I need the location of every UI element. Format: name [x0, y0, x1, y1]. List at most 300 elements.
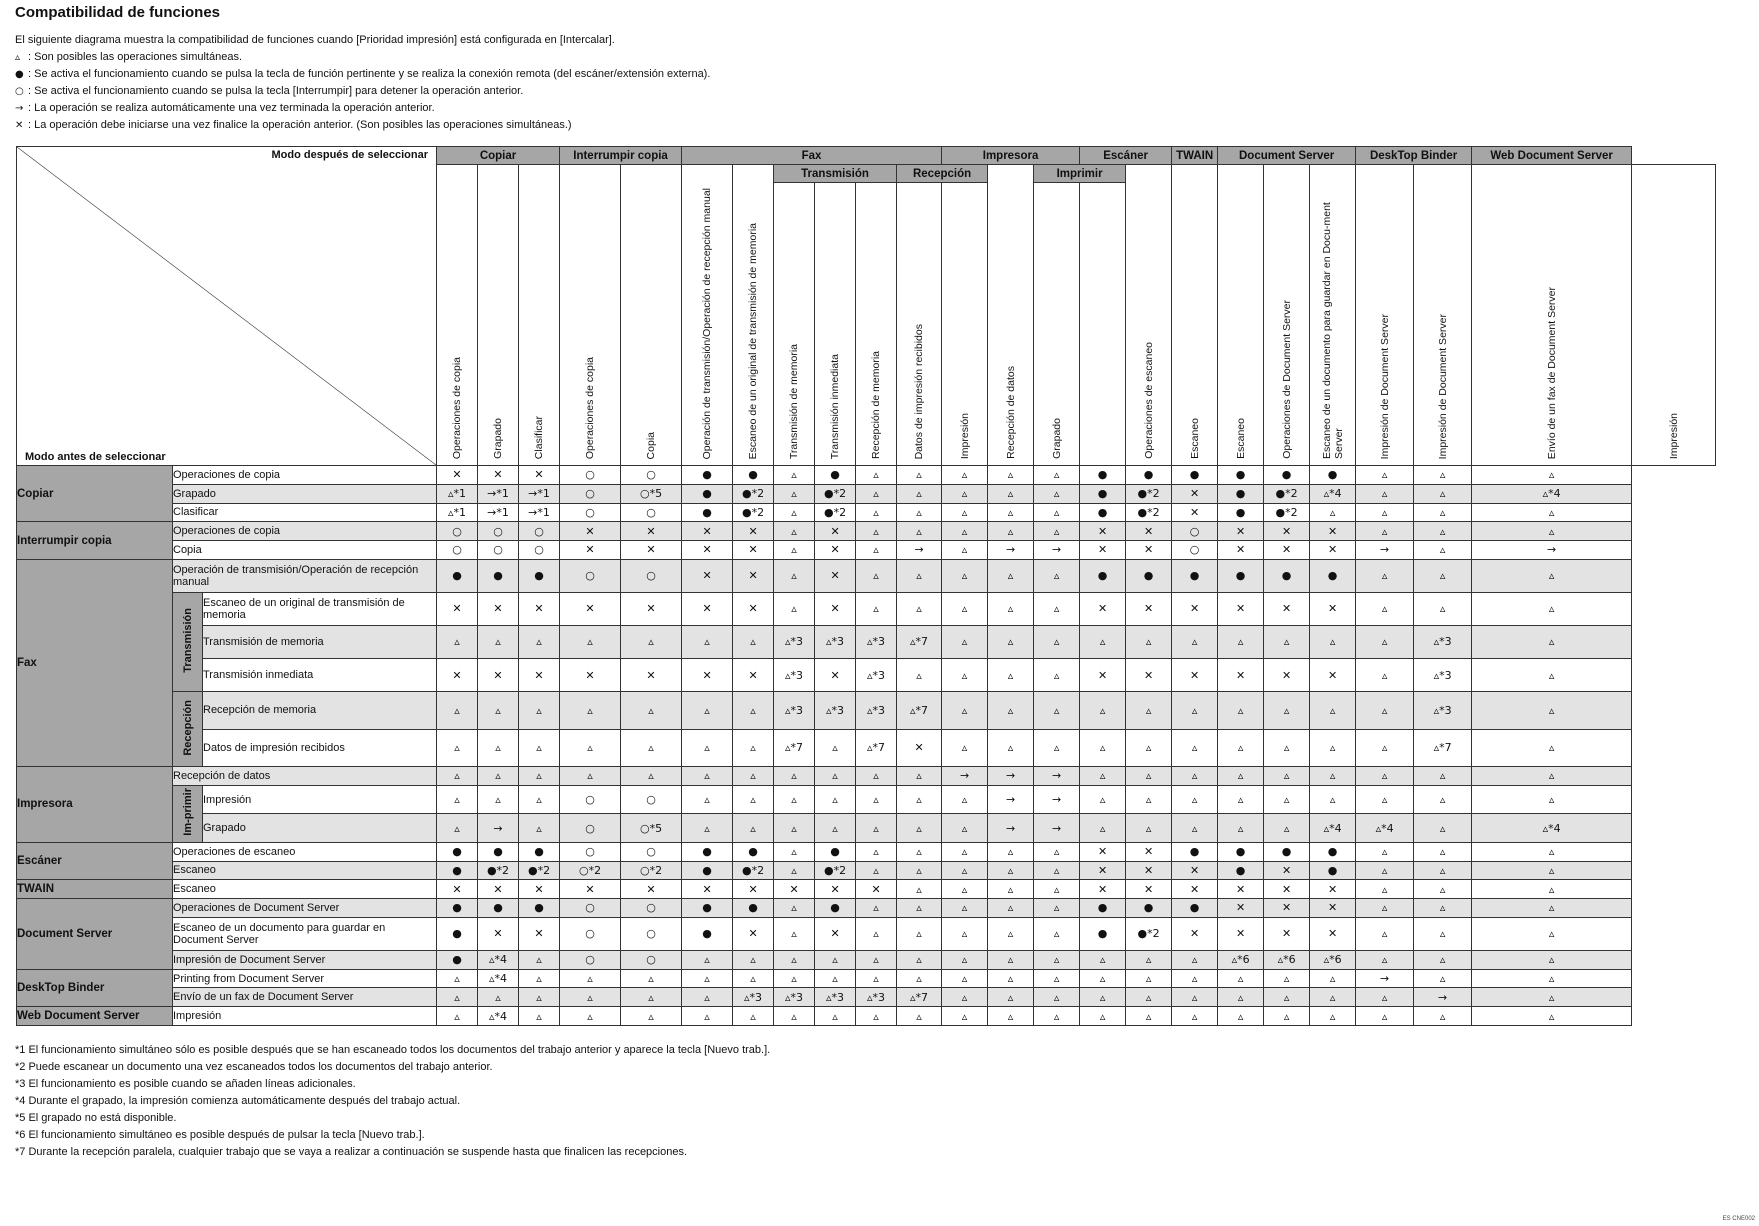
matrix-cell: ●	[815, 466, 856, 485]
matrix-cell: ▵	[988, 861, 1034, 880]
matrix-cell: ✕	[437, 466, 478, 485]
matrix-cell: ▵	[437, 1007, 478, 1026]
legend-line	[15, 117, 710, 134]
table-row	[17, 988, 1716, 1007]
matrix-cell: ▵	[1356, 484, 1414, 503]
col-subgroup-transmision: Transmisión	[774, 165, 897, 183]
matrix-cell: ✕	[1310, 899, 1356, 918]
col-header: Impresión	[1632, 165, 1716, 466]
matrix-cell: ▵	[1310, 767, 1356, 786]
matrix-cell: ▵	[1034, 950, 1080, 969]
matrix-cell: ✕	[1218, 899, 1264, 918]
matrix-cell: ▵	[1264, 625, 1310, 658]
matrix-cell: ▵	[1034, 917, 1080, 950]
matrix-cell: ▵*1	[437, 503, 478, 522]
matrix-cell: ✕	[1172, 592, 1218, 625]
matrix-cell: ○	[560, 466, 621, 485]
table-row	[17, 692, 1716, 730]
matrix-cell: ●	[437, 950, 478, 969]
matrix-cell: ▵	[1310, 785, 1356, 814]
matrix-cell: ○	[621, 917, 682, 950]
matrix-cell: ▵	[1172, 785, 1218, 814]
matrix-cell: ▵	[733, 729, 774, 767]
matrix-cell: ▵	[1080, 950, 1126, 969]
legend-text: El siguiente diagrama muestra la compatibilidad de funciones cuando [Prioridad impresión] está configurada en [Intercalar].	[15, 34, 615, 46]
matrix-cell: ▵	[1472, 592, 1632, 625]
matrix-cell: ●	[1126, 899, 1172, 918]
matrix-cell: ▵	[1310, 503, 1356, 522]
legend-text: : Se activa el funcionamiento cuando se pulsa la tecla de función pertinente y se realiza la conexión remota (del escáner/extensión externa).	[28, 68, 711, 80]
matrix-cell: ▵*3	[1414, 625, 1472, 658]
col-header: Operaciones de Document Server	[1264, 165, 1310, 466]
matrix-cell: ●*2	[815, 484, 856, 503]
matrix-cell: ▵	[856, 917, 897, 950]
matrix-cell: ▵	[621, 767, 682, 786]
legend-line	[15, 83, 710, 100]
matrix-cell: ▵	[856, 861, 897, 880]
matrix-cell: ▵*4	[1472, 484, 1632, 503]
matrix-cell: ▵	[1472, 861, 1632, 880]
matrix-cell: ▵*3	[1414, 658, 1472, 691]
matrix-cell: ✕	[1126, 658, 1172, 691]
matrix-cell: ✕	[682, 658, 733, 691]
matrix-cell: ✕	[1264, 522, 1310, 541]
matrix-cell: ▵	[437, 814, 478, 843]
matrix-cell: ▵	[1218, 969, 1264, 988]
matrix-cell: ▵	[988, 592, 1034, 625]
matrix-cell: ▵	[1356, 592, 1414, 625]
matrix-cell: ▵	[1034, 899, 1080, 918]
matrix-cell: ✕	[733, 541, 774, 560]
matrix-cell: ●	[815, 899, 856, 918]
row-label: Impresión	[203, 785, 437, 814]
matrix-cell: ○	[560, 842, 621, 861]
matrix-cell: ▵	[1356, 880, 1414, 899]
matrix-cell: ▵	[856, 541, 897, 560]
matrix-cell: →	[478, 814, 519, 843]
corner-after-label: Modo después de seleccionar	[271, 149, 429, 161]
table-row	[17, 503, 1716, 522]
matrix-cell: ▵*3	[774, 658, 815, 691]
legend-symbol: →	[15, 103, 24, 114]
table-row	[17, 658, 1716, 691]
matrix-cell: ●	[478, 559, 519, 592]
matrix-cell: ✕	[1218, 592, 1264, 625]
matrix-cell: ▵	[988, 559, 1034, 592]
matrix-cell: ▵	[1414, 861, 1472, 880]
matrix-cell: →*1	[478, 484, 519, 503]
matrix-cell: ▵	[519, 767, 560, 786]
matrix-cell: ▵	[774, 917, 815, 950]
matrix-cell: ▵	[682, 729, 733, 767]
matrix-cell: ▵	[1264, 1007, 1310, 1026]
matrix-cell: ✕	[621, 592, 682, 625]
matrix-cell: ▵	[519, 814, 560, 843]
matrix-cell: ▵	[988, 625, 1034, 658]
page-title: Compatibilidad de funciones	[15, 4, 221, 21]
footnote: *5 El grapado no está disponible.	[15, 1112, 177, 1124]
matrix-cell: ○	[478, 522, 519, 541]
matrix-cell: ✕	[1264, 861, 1310, 880]
matrix-cell: ●*2	[519, 861, 560, 880]
matrix-cell: ▵	[478, 625, 519, 658]
matrix-cell: ●	[733, 466, 774, 485]
matrix-cell: ✕	[1126, 522, 1172, 541]
matrix-cell: ▵	[1356, 950, 1414, 969]
matrix-cell: ▵	[478, 767, 519, 786]
footnotes	[15, 1042, 770, 1161]
matrix-cell: ✕	[1218, 880, 1264, 899]
matrix-cell: ●	[1080, 899, 1126, 918]
matrix-cell: ✕	[1310, 592, 1356, 625]
matrix-cell: ▵	[733, 1007, 774, 1026]
matrix-cell: ▵	[897, 503, 942, 522]
matrix-cell: ▵	[1126, 814, 1172, 843]
matrix-cell: ✕	[519, 658, 560, 691]
matrix-cell: ▵	[1356, 861, 1414, 880]
matrix-cell: ●	[1310, 861, 1356, 880]
matrix-cell: ▵	[1310, 625, 1356, 658]
matrix-cell: →	[988, 785, 1034, 814]
matrix-cell: ▵	[560, 767, 621, 786]
matrix-cell: ○	[560, 917, 621, 950]
matrix-cell: ○	[1172, 522, 1218, 541]
matrix-cell: ✕	[682, 541, 733, 560]
col-header: Escaneo de un original de transmisión de memoria	[733, 165, 774, 466]
matrix-cell: ▵	[856, 466, 897, 485]
matrix-cell: ▵	[942, 969, 988, 988]
matrix-corner	[17, 147, 437, 466]
row-group-fax: Fax	[17, 559, 173, 766]
matrix-cell: ▵	[988, 1007, 1034, 1026]
matrix-cell: ●	[733, 899, 774, 918]
matrix-cell: ▵	[856, 484, 897, 503]
matrix-cell: ○	[560, 950, 621, 969]
matrix-cell: ✕	[1310, 658, 1356, 691]
matrix-cell: ▵	[942, 1007, 988, 1026]
matrix-cell: ▵	[1172, 1007, 1218, 1026]
col-header: Escaneo	[1172, 165, 1218, 466]
matrix-cell: →	[1472, 541, 1632, 560]
matrix-cell: ▵	[1356, 625, 1414, 658]
matrix-cell: ▵	[1356, 1007, 1414, 1026]
row-label: Recepción de memoria	[203, 692, 437, 730]
matrix-cell: ▵	[437, 625, 478, 658]
matrix-cell: ▵	[1080, 692, 1126, 730]
matrix-cell: ▵*3	[856, 625, 897, 658]
matrix-cell: ▵	[621, 1007, 682, 1026]
legend-text: : Se activa el funcionamiento cuando se pulsa la tecla [Interrumpir] para detener la operación anterior.	[28, 85, 524, 97]
matrix-cell: ●*2	[1264, 503, 1310, 522]
matrix-cell: ▵	[682, 785, 733, 814]
matrix-cell: ▵	[1356, 692, 1414, 730]
matrix-cell: ▵	[1218, 692, 1264, 730]
matrix-cell: ▵	[1356, 658, 1414, 691]
matrix-cell: ▵	[774, 592, 815, 625]
matrix-cell: ▵	[1034, 559, 1080, 592]
matrix-cell: ▵	[478, 988, 519, 1007]
col-header: Escaneo	[1218, 165, 1264, 466]
matrix-cell: ▵	[621, 625, 682, 658]
row-label: Operación de transmisión/Operación de recepción manual	[173, 559, 437, 592]
row-label: Envío de un fax de Document Server	[173, 988, 437, 1007]
matrix-cell: ▵	[1218, 814, 1264, 843]
matrix-cell: ▵	[1126, 785, 1172, 814]
matrix-cell: ▵	[519, 729, 560, 767]
legend-symbol: ▵	[15, 52, 21, 63]
col-header: Escaneo de un documento para guardar en Docu-ment Server	[1310, 165, 1356, 466]
matrix-cell: ▵	[1264, 988, 1310, 1007]
matrix-cell: ▵	[1080, 767, 1126, 786]
row-label: Operaciones de escaneo	[173, 842, 437, 861]
matrix-cell: ▵	[988, 692, 1034, 730]
matrix-cell: ✕	[1264, 880, 1310, 899]
matrix-cell: ▵	[1356, 503, 1414, 522]
matrix-cell: ▵	[897, 785, 942, 814]
matrix-cell: ▵	[1414, 541, 1472, 560]
col-header: Operaciones de escaneo	[1126, 165, 1172, 466]
matrix-cell: ▵	[1126, 950, 1172, 969]
matrix-cell: ▵	[897, 899, 942, 918]
matrix-cell: ▵	[1034, 625, 1080, 658]
matrix-cell: ○	[621, 899, 682, 918]
matrix-cell: ▵	[815, 950, 856, 969]
matrix-cell: ✕	[1126, 861, 1172, 880]
matrix-cell: ▵	[1414, 899, 1472, 918]
matrix-cell: ▵	[733, 692, 774, 730]
matrix-cell: ✕	[1080, 658, 1126, 691]
matrix-cell: ▵	[897, 880, 942, 899]
matrix-cell: →*1	[519, 503, 560, 522]
row-label: Recepción de datos	[173, 767, 437, 786]
col-header: Grapado	[478, 165, 519, 466]
matrix-cell: ✕	[1310, 522, 1356, 541]
compatibility-matrix	[16, 146, 1716, 1026]
matrix-cell: ▵	[621, 969, 682, 988]
matrix-cell: ●	[478, 842, 519, 861]
legend-symbol: ●	[15, 69, 24, 80]
matrix-cell: ▵	[519, 1007, 560, 1026]
matrix-cell: ▵	[437, 692, 478, 730]
legend-symbol: ✕	[15, 120, 24, 131]
matrix-cell: ○	[560, 814, 621, 843]
matrix-cell: ▵	[1264, 692, 1310, 730]
matrix-cell: ●	[1218, 861, 1264, 880]
matrix-cell: ●	[1080, 917, 1126, 950]
matrix-cell: ▵	[988, 988, 1034, 1007]
matrix-cell: ▵	[1034, 484, 1080, 503]
matrix-cell: ○	[519, 541, 560, 560]
matrix-cell: ✕	[733, 917, 774, 950]
matrix-cell: ▵	[897, 861, 942, 880]
matrix-cell: ▵	[733, 950, 774, 969]
matrix-cell: ✕	[621, 522, 682, 541]
matrix-cell: ●	[1218, 842, 1264, 861]
row-group-interrumpir: Interrumpir copia	[17, 522, 173, 560]
matrix-cell: ▵	[988, 658, 1034, 691]
matrix-cell: ✕	[1310, 917, 1356, 950]
matrix-cell: ▵	[1472, 767, 1632, 786]
row-label: Grapado	[173, 484, 437, 503]
matrix-cell: ▵	[1034, 592, 1080, 625]
matrix-cell: ▵	[774, 861, 815, 880]
matrix-cell: ▵*7	[1414, 729, 1472, 767]
matrix-cell: ▵	[1414, 842, 1472, 861]
matrix-cell: ▵	[942, 880, 988, 899]
matrix-cell: ▵	[1472, 658, 1632, 691]
matrix-cell: ✕	[815, 917, 856, 950]
matrix-cell: ✕	[682, 522, 733, 541]
matrix-cell: ●	[1126, 559, 1172, 592]
matrix-cell: ▵	[815, 814, 856, 843]
matrix-cell: ▵*3	[856, 988, 897, 1007]
matrix-cell: ▵	[1356, 785, 1414, 814]
matrix-cell: ▵	[1472, 729, 1632, 767]
matrix-cell: ▵	[774, 767, 815, 786]
matrix-cell: ▵	[942, 785, 988, 814]
matrix-cell: ▵	[733, 785, 774, 814]
row-group-impresora: Impresora	[17, 767, 173, 843]
matrix-cell: ▵*4	[478, 1007, 519, 1026]
figure-code: ES CNE002	[1722, 1216, 1755, 1222]
matrix-cell: ✕	[437, 592, 478, 625]
matrix-cell: ✕	[437, 658, 478, 691]
matrix-cell: ▵	[437, 767, 478, 786]
matrix-cell: ▵	[1080, 1007, 1126, 1026]
matrix-cell: ▵	[1034, 466, 1080, 485]
matrix-cell: ▵	[897, 484, 942, 503]
matrix-cell: ▵	[682, 1007, 733, 1026]
matrix-cell: ✕	[1080, 522, 1126, 541]
matrix-cell: ▵*3	[1414, 692, 1472, 730]
matrix-cell: ▵	[774, 1007, 815, 1026]
matrix-cell: ▵	[856, 767, 897, 786]
matrix-cell: ○	[560, 785, 621, 814]
matrix-cell: ○	[621, 950, 682, 969]
matrix-cell: ▵	[560, 1007, 621, 1026]
col-header: Impresión	[942, 183, 988, 466]
col-subgroup-recepcion: Recepción	[897, 165, 988, 183]
matrix-cell: ✕	[1080, 842, 1126, 861]
matrix-cell: ✕	[682, 880, 733, 899]
row-label: Printing from Document Server	[173, 969, 437, 988]
row-group-webds: Web Document Server	[17, 1007, 173, 1026]
matrix-cell: ✕	[815, 541, 856, 560]
matrix-cell: ▵	[988, 842, 1034, 861]
matrix-cell: ✕	[1172, 861, 1218, 880]
matrix-cell: ▵	[1472, 503, 1632, 522]
matrix-cell: ▵*1	[437, 484, 478, 503]
matrix-cell: ▵	[897, 466, 942, 485]
matrix-cell: ▵	[1080, 988, 1126, 1007]
matrix-cell: ▵	[1218, 767, 1264, 786]
row-group-copiar: Copiar	[17, 466, 173, 522]
matrix-cell: ●	[682, 917, 733, 950]
matrix-cell: →	[1414, 988, 1472, 1007]
matrix-cell: ✕	[621, 541, 682, 560]
matrix-cell: ▵	[774, 522, 815, 541]
matrix-cell: ●	[1218, 503, 1264, 522]
matrix-cell: ✕	[682, 592, 733, 625]
matrix-cell: ▵	[1264, 729, 1310, 767]
matrix-cell: ▵*3	[815, 625, 856, 658]
col-header: Operaciones de copia	[560, 165, 621, 466]
matrix-cell: ●	[519, 899, 560, 918]
table-row	[17, 1007, 1716, 1026]
matrix-cell: ▵	[815, 767, 856, 786]
matrix-cell: ○*2	[621, 861, 682, 880]
matrix-cell: →*1	[478, 503, 519, 522]
matrix-cell: ▵	[1310, 692, 1356, 730]
matrix-cell: ▵	[1414, 767, 1472, 786]
matrix-cell: ●	[1080, 503, 1126, 522]
matrix-cell: ●	[519, 842, 560, 861]
col-group-fax: Fax	[682, 147, 942, 165]
matrix-cell: ○	[560, 484, 621, 503]
matrix-cell: ▵	[1172, 988, 1218, 1007]
matrix-cell: ▵	[1218, 785, 1264, 814]
matrix-cell: ▵	[1472, 522, 1632, 541]
table-row	[17, 814, 1716, 843]
matrix-cell: ✕	[560, 592, 621, 625]
matrix-cell: ▵	[1080, 785, 1126, 814]
matrix-cell: ✕	[815, 522, 856, 541]
matrix-cell: ✕	[519, 592, 560, 625]
matrix-cell: ✕	[1080, 592, 1126, 625]
matrix-cell: ▵	[1414, 466, 1472, 485]
matrix-cell: ●*2	[1126, 503, 1172, 522]
matrix-cell: ▵	[1310, 1007, 1356, 1026]
matrix-cell: ▵	[942, 592, 988, 625]
matrix-cell: ▵	[1034, 880, 1080, 899]
matrix-cell: ▵	[856, 814, 897, 843]
matrix-cell: ▵	[856, 969, 897, 988]
matrix-cell: ▵	[519, 785, 560, 814]
matrix-cell: ●	[1172, 466, 1218, 485]
matrix-cell: ▵	[1172, 950, 1218, 969]
matrix-cell: ●	[1218, 466, 1264, 485]
matrix-cell: ▵	[856, 785, 897, 814]
matrix-cell: ▵	[1310, 729, 1356, 767]
matrix-cell: ✕	[733, 522, 774, 541]
matrix-cell: ▵*6	[1264, 950, 1310, 969]
matrix-cell: ●	[1218, 559, 1264, 592]
matrix-cell: ✕	[815, 592, 856, 625]
matrix-cell: ▵	[815, 969, 856, 988]
row-label: Datos de impresión recibidos	[203, 729, 437, 767]
matrix-cell: ▵	[856, 559, 897, 592]
table-row	[17, 541, 1716, 560]
col-header: Impresión de Document Server	[1356, 165, 1414, 466]
matrix-cell: ✕	[437, 880, 478, 899]
matrix-cell: ▵	[942, 899, 988, 918]
footnote: *7 Durante la recepción paralela, cualquier trabajo que se vaya a realizar a continuación se suspende hasta que finalicen las recepciones.	[15, 1146, 688, 1158]
matrix-cell: ○	[519, 522, 560, 541]
matrix-cell: ▵	[1414, 592, 1472, 625]
matrix-cell: ▵	[682, 969, 733, 988]
matrix-cell: ▵	[942, 484, 988, 503]
matrix-cell: ▵	[1472, 625, 1632, 658]
matrix-cell: ●*2	[478, 861, 519, 880]
matrix-cell: ✕	[478, 880, 519, 899]
matrix-cell: ▵	[942, 503, 988, 522]
row-group-binder: DeskTop Binder	[17, 969, 173, 1007]
matrix-cell: ▵	[1080, 625, 1126, 658]
row-label: Clasificar	[173, 503, 437, 522]
matrix-cell: ▵	[815, 729, 856, 767]
matrix-cell: ●	[1264, 559, 1310, 592]
matrix-cell: ▵	[942, 692, 988, 730]
